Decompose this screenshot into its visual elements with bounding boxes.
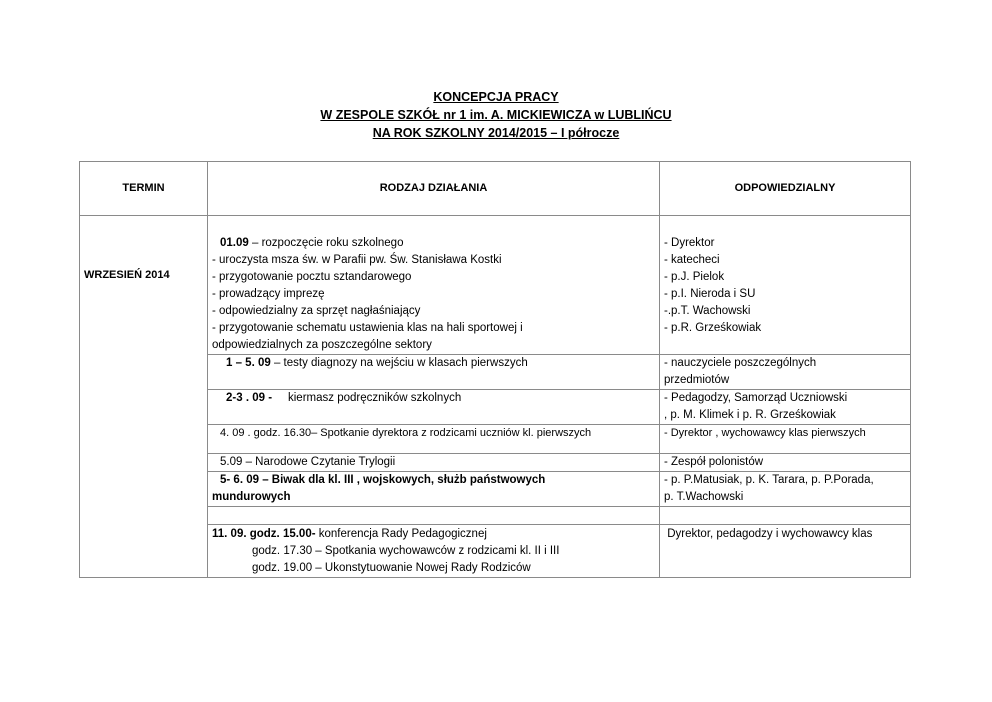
activity-line: 5.09 – Narodowe Czytanie Trylogii: [220, 456, 396, 468]
activity-text: kiermasz podręczników szkolnych: [272, 392, 462, 404]
responsible-line: - p. P.Matusiak, p. K. Tarara, p. P.Porada,: [664, 474, 874, 486]
activity-cell: [208, 390, 660, 425]
responsible-cell: [660, 425, 911, 454]
responsible-cell: [660, 525, 911, 578]
table-row: [80, 216, 911, 355]
responsible-line: przedmiotów: [664, 374, 730, 386]
activity-cell: [208, 507, 660, 525]
activity-line: [212, 355, 655, 372]
responsible-line: - p.J. Pielok: [664, 271, 725, 283]
responsible-line: - nauczyciele poszczególnych: [664, 357, 817, 369]
responsible-line: Dyrektor, pedagodzy i wychowawcy klas: [664, 528, 873, 540]
responsible-line: p. T.Wachowski: [664, 491, 744, 503]
activity-line: godz. 19.00 – Ukonstytuowanie Nowej Rady Rodziców: [252, 562, 531, 574]
activity-line: mundurowych: [212, 491, 291, 503]
activity-line: 4. 09 . godz. 16.30– Spotkanie dyrektora z rodzicami uczniów kl. pierwszych: [220, 427, 592, 439]
activity-line: - prowadzący imprezę: [212, 288, 325, 300]
title-line-2: W ZESPOLE SZKÓŁ nr 1 im. A. MICKIEWICZA w LUBLIŃCU: [320, 108, 672, 122]
activity-date: 01.09: [220, 237, 249, 249]
document-title: [0, 88, 992, 142]
header-rodzaj: RODZAJ DZIAŁANIA: [208, 162, 660, 216]
responsible-cell: [660, 454, 911, 472]
activity-cell: [208, 525, 660, 578]
responsible-line: - katecheci: [664, 254, 720, 266]
activity-cell: [208, 425, 660, 454]
activity-text: – rozpoczęcie roku szkolnego: [248, 237, 404, 249]
responsible-cell: [660, 355, 911, 390]
responsible-line: - Dyrektor , wychowawcy klas pierwszych: [664, 427, 866, 439]
header-termin: TERMIN: [80, 162, 208, 216]
responsible-line: - Pedagodzy, Samorząd Uczniowski: [664, 392, 848, 404]
plan-table: [79, 161, 911, 578]
responsible-line: - Dyrektor: [664, 237, 715, 249]
activity-cell: [208, 472, 660, 507]
responsible-line: - p.R. Grześkowiak: [664, 322, 762, 334]
activity-line: - przygotowanie schematu ustawienia klas na hali sportowej i: [212, 322, 523, 334]
responsible-cell: [660, 472, 911, 507]
activity-line: - przygotowanie pocztu sztandarowego: [212, 271, 412, 283]
responsible-cell: [660, 390, 911, 425]
activity-cell: [208, 216, 660, 355]
responsible-line: -.p.T. Wachowski: [664, 305, 751, 317]
responsible-line: , p. M. Klimek i p. R. Grześkowiak: [664, 409, 836, 421]
activity-line: - uroczysta msza św. w Parafii pw. Św. Stanisława Kostki: [212, 254, 502, 266]
activity-date: 11. 09. godz. 15.00-: [212, 528, 316, 540]
header-odpowiedzialny: ODPOWIEDZIALNY: [660, 162, 911, 216]
activity-line: - odpowiedzialny za sprzęt nagłaśniający: [212, 305, 421, 317]
title-line-3: NA ROK SZKOLNY 2014/2015 – I półrocze: [372, 126, 620, 140]
activity-line: [212, 235, 655, 252]
activity-date: 2-3 . 09 -: [226, 392, 273, 404]
title-line-1: KONCEPCJA PRACY: [433, 90, 559, 104]
activity-cell: [208, 355, 660, 390]
header-row: [80, 162, 911, 216]
activity-line: godz. 17.30 – Spotkania wychowawców z rodzicami kl. II i III: [252, 545, 560, 557]
activity-date: 1 – 5. 09: [226, 357, 271, 369]
activity-text: – testy diagnozy na wejściu w klasach pierwszych: [270, 357, 528, 369]
responsible-line: - p.I. Nieroda i SU: [664, 288, 756, 300]
activity-line: [212, 390, 655, 407]
activity-line: odpowiedzialnych za poszczególne sektory: [212, 339, 432, 351]
activity-line: 5- 6. 09 – Biwak dla kl. III , wojskowych, służb państwowych: [220, 474, 546, 486]
termin-cell: WRZESIEŃ 2014: [80, 216, 208, 578]
responsible-cell: [660, 216, 911, 355]
responsible-cell: [660, 507, 911, 525]
responsible-line: - Zespół polonistów: [664, 456, 764, 468]
activity-cell: [208, 454, 660, 472]
activity-text: konferencja Rady Pedagogicznej: [315, 528, 487, 540]
activity-line: [212, 526, 655, 543]
